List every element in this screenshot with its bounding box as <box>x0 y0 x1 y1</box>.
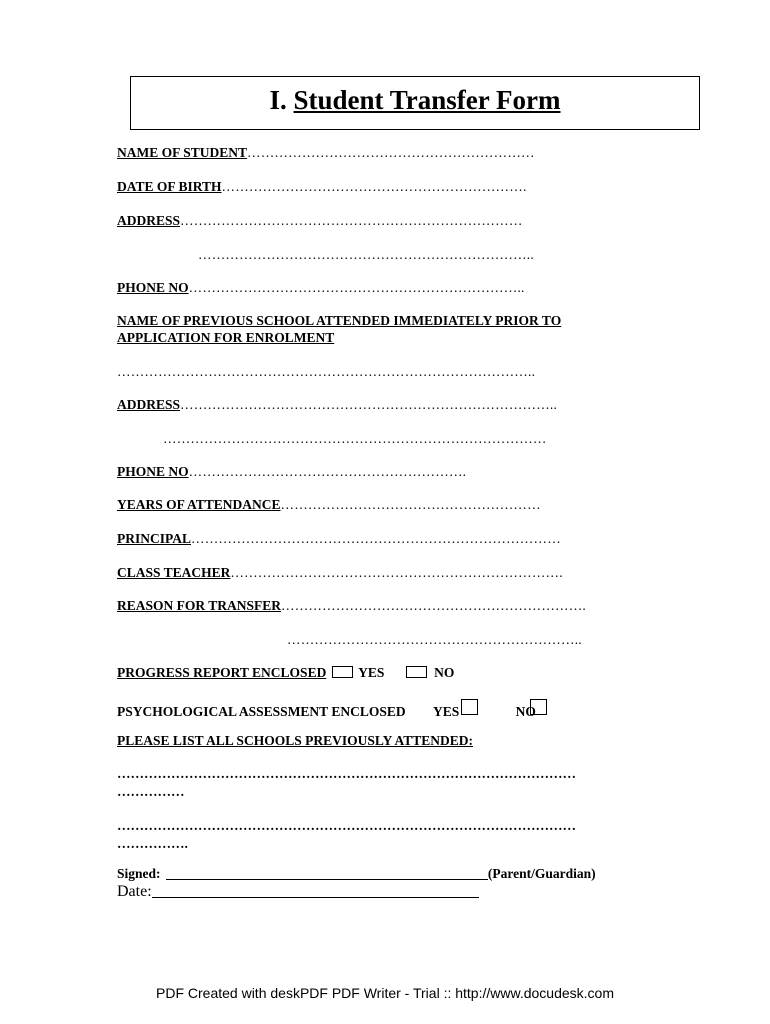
signed-label: Signed: <box>117 866 161 881</box>
progress-no-label: NO <box>434 665 455 680</box>
reason-label: REASON FOR TRANSFER <box>117 598 282 613</box>
title-box <box>130 76 700 130</box>
field-prev-address[interactable] <box>117 397 557 413</box>
psych-label: PSYCHOLOGICAL ASSESSMENT ENCLOSED <box>117 704 406 719</box>
schools-dots-2a: ………………………………………………………………………………………… <box>117 818 576 833</box>
field-phone[interactable] <box>117 280 525 296</box>
prev-school-label-line2 <box>117 330 334 346</box>
field-prev-school[interactable] <box>117 364 535 380</box>
years-label: YEARS OF ATTENDANCE <box>117 497 281 512</box>
reason-dots-2: ……………………………………………………….. <box>287 632 582 647</box>
phone-label: PHONE NO <box>117 280 189 295</box>
progress-report-row <box>117 665 454 681</box>
field-address[interactable] <box>117 213 523 229</box>
schools-dots-1a: ………………………………………………………………………………………… <box>117 766 576 781</box>
prev-address-label: ADDRESS <box>117 397 181 412</box>
schools-line-2b[interactable] <box>117 836 188 852</box>
psych-yes-checkbox[interactable] <box>461 699 478 715</box>
schools-dots-1b: …………… <box>117 784 185 799</box>
dob-label: DATE OF BIRTH <box>117 179 222 194</box>
schools-label-row <box>117 733 473 749</box>
prev-school-label-1: NAME OF PREVIOUS SCHOOL ATTENDED IMMEDIATELY PRIOR TO <box>117 313 562 328</box>
reason-dots: …………………………………………………………. <box>281 598 587 613</box>
field-student-name[interactable] <box>117 145 535 161</box>
field-reason[interactable] <box>117 598 586 614</box>
schools-label: PLEASE LIST ALL SCHOOLS PREVIOUSLY ATTENDED: <box>117 733 473 748</box>
progress-yes-label: YES <box>358 665 385 680</box>
prev-address-dots-2: ………………………………………………………………………… <box>163 431 547 446</box>
field-years-attendance[interactable] <box>117 497 541 513</box>
progress-no-checkbox[interactable] <box>406 666 427 678</box>
prev-school-label-line1 <box>117 313 561 329</box>
psych-no-checkbox[interactable] <box>530 699 547 715</box>
psych-assessment-row <box>117 699 547 720</box>
schools-line-1b[interactable] <box>117 784 185 800</box>
field-principal[interactable] <box>117 531 561 547</box>
progress-label: PROGRESS REPORT ENCLOSED <box>117 665 327 680</box>
title-text: Student Transfer Form <box>293 85 561 115</box>
principal-dots: ……………………………………………………………………… <box>191 531 561 546</box>
student-name-label: NAME OF STUDENT <box>117 145 248 160</box>
address-dots-2: ……………………………………………………………….. <box>198 247 534 262</box>
date-label: Date: <box>117 883 152 900</box>
years-dots: ………………………………………………… <box>280 497 541 512</box>
psych-yes-label: YES <box>432 704 460 719</box>
field-date-of-birth[interactable] <box>117 179 527 195</box>
address-label: ADDRESS <box>117 213 181 228</box>
schools-line-2[interactable] <box>117 818 576 834</box>
signed-row <box>117 866 596 882</box>
schools-line-1[interactable] <box>117 766 576 782</box>
prev-phone-label: PHONE NO <box>117 464 189 479</box>
field-class-teacher[interactable] <box>117 565 563 581</box>
prev-school-label-2: APPLICATION FOR ENROLMENT <box>117 330 335 345</box>
date-line[interactable] <box>152 883 479 898</box>
prev-address-dots: ……………………………………………………………………….. <box>180 397 558 412</box>
principal-label: PRINCIPAL <box>117 531 191 546</box>
form-title <box>269 85 560 116</box>
prev-school-dots: ……………………………………………………………………………….. <box>117 364 536 379</box>
phone-dots: ……………………………………………………………….. <box>188 280 525 295</box>
field-prev-phone[interactable] <box>117 464 466 480</box>
field-prev-address-line2[interactable] <box>163 431 547 447</box>
date-row <box>117 883 479 901</box>
progress-yes-checkbox[interactable] <box>332 666 353 678</box>
field-reason-line2[interactable] <box>287 632 582 648</box>
student-name-dots: ……………………………………………………… <box>247 145 535 160</box>
pdf-footer: PDF Created with deskPDF PDF Writer - Trial :: http://www.docudesk.com <box>156 985 614 1001</box>
title-number: I. <box>269 85 287 115</box>
class-teacher-label: CLASS TEACHER <box>117 565 231 580</box>
dob-dots: …………………………………………………………. <box>221 179 527 194</box>
signature-line[interactable] <box>166 866 488 880</box>
class-teacher-dots: ………………………………………………………………. <box>230 565 563 580</box>
prev-phone-dots: ……………………………………………………. <box>188 464 467 479</box>
field-address-line2[interactable] <box>198 247 534 263</box>
schools-dots-2b: ……………. <box>117 836 188 851</box>
psych-no-label: NO <box>515 704 536 719</box>
address-dots: ………………………………………………………………… <box>180 213 523 228</box>
signed-suffix: (Parent/Guardian) <box>487 866 596 881</box>
